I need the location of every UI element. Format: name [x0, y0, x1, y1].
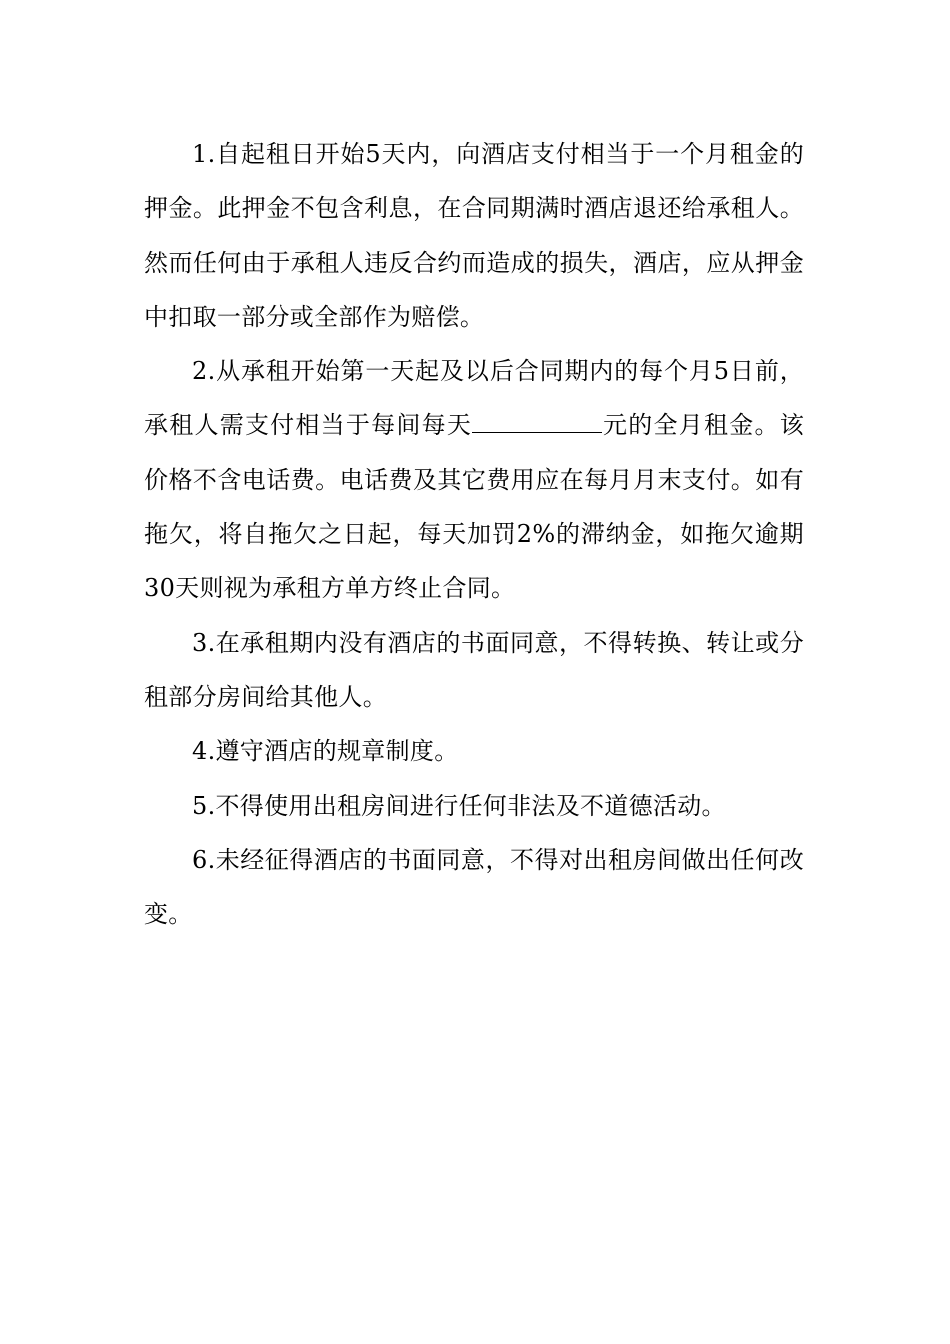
clause-3-paragraph: 3.在承租期内没有酒店的书面同意，不得转换、转让或分租部分房间给其他人。 [144, 628, 804, 711]
clause-5-paragraph: 5.不得使用出租房间进行任何非法及不道德活动。 [192, 791, 726, 820]
rent-amount-blank [472, 414, 602, 433]
clause-6-paragraph: 6.未经征得酒店的书面同意，不得对出租房间做出任何改变。 [144, 845, 804, 929]
clause-2-text-start: 2.从承租开始第一天起及以后合同期内的每个月5日前，承租人需支付相当于每间每天 [144, 357, 804, 440]
clause-1-paragraph: 1.自起租日开始5天内，向酒店支付相当于一个月租金的押金。此押金不包含利息，在合同期满时酒店退还给承租人。然而任何由于承租人违反合约而造成的损失，酒店，应从押金中扣取一部分或全部作为赔偿。 [144, 140, 804, 331]
document-body [144, 127, 804, 941]
clause-2-paragraph [144, 344, 804, 615]
clause-4-paragraph: 4.遵守酒店的规章制度。 [192, 737, 459, 766]
clause-2-text-end: 元的全月租金。该价格不含电话费。电话费及其它费用应在每月月末支付。如有拖欠，将自拖欠之日起，每天加罚2%的滞纳金，如拖欠逾期30天则视为承租方单方终止合同。 [144, 411, 804, 603]
